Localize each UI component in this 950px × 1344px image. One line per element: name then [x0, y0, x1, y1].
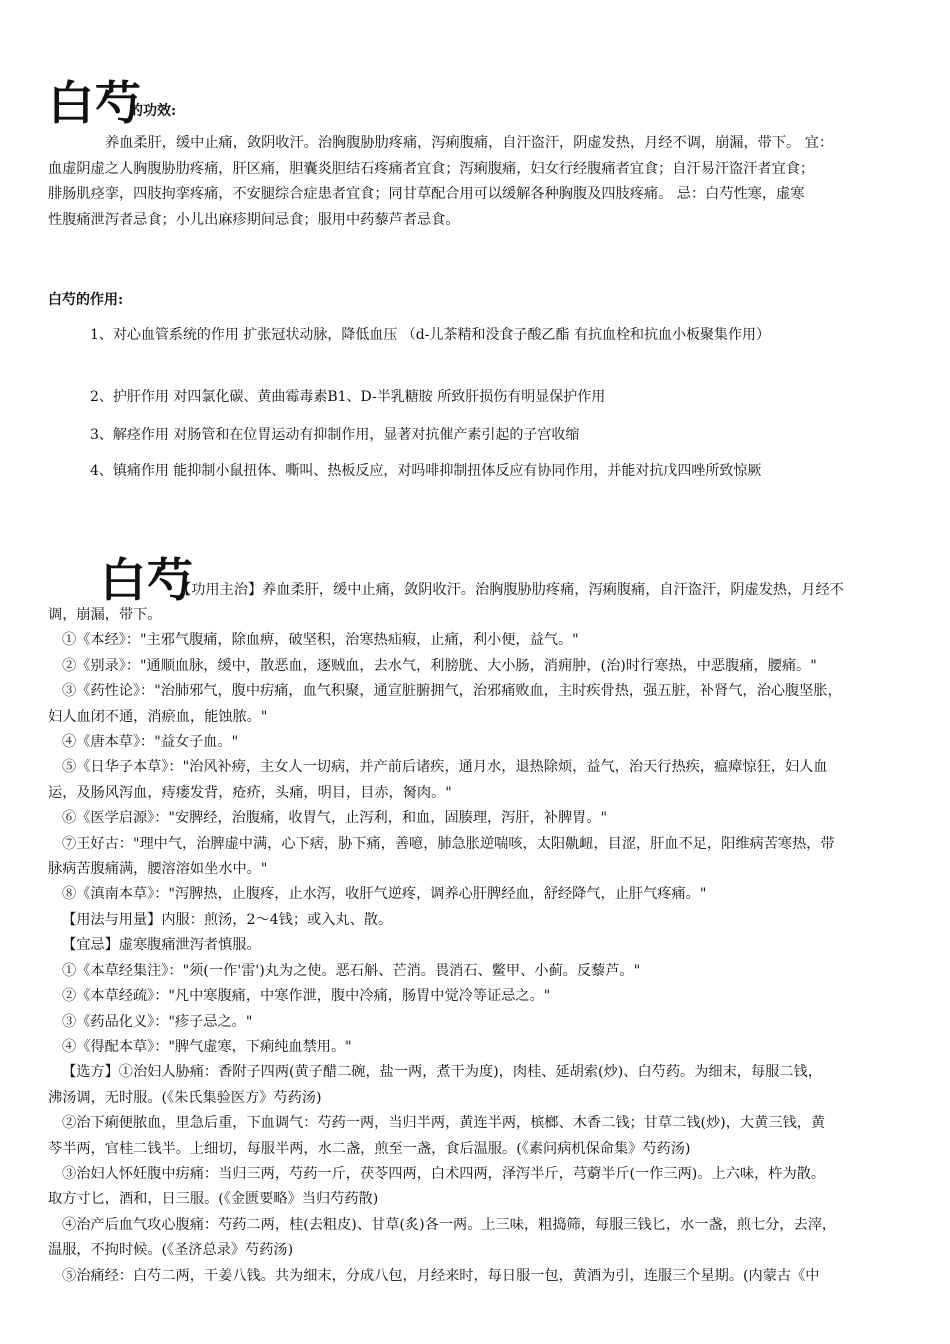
section3-line: 运，及肠风泻血，痔瘘发背，疮疥，头痛，明目，目赤，胬肉。" [48, 784, 452, 801]
section1-title: 白芍 [48, 76, 142, 130]
section3-line: 温服，不拘时候。(《圣济总录》芍药汤) [48, 1242, 294, 1259]
section3-line: 妇人血闭不通，消瘀血，能蚀脓。" [48, 708, 268, 725]
section3-line: ⑧《滇南本草》："泻脾热，止腹疼，止水泻，收肝气逆疼，调养心肝脾经血，舒经降气，止肝气疼痛。" [62, 886, 707, 903]
section3-line: ④《得配本草》："脾气虚寒，下痢纯血禁用。" [62, 1038, 352, 1055]
section3-first-line: 【功用主治】养血柔肝，缓中止痛，敛阴收汗。治胸腹胁肋疼痛，泻痢腹痛，自汗盗汗，阴虚发热，月经不 [177, 582, 844, 598]
section1-line: 腓肠肌痉挛，四肢拘挛疼痛，不安腿综合症患者宜食；同甘草配合用可以缓解各种胸腹及四肢疼痛。 忌：白芍性寒，虚寒 [48, 186, 805, 202]
section1-body [48, 131, 918, 233]
section3-line: ②《本草经疏》："凡中寒腹痛，中寒作泄，腹中冷痛，肠胃中觉冷等证忌之。" [62, 988, 551, 1005]
section3-line: ①《本草经集注》："须(一作'雷')丸为之使。恶石斛、芒消。畏消石、鳖甲、小蓟。反藜芦。" [62, 962, 641, 979]
section3-line: ③治妇人怀妊腹中疠痛：当归三两，芍药一斤，茯苓四两，白术四两，泽泻半斤，芎藭半斤(一作三两)。上六味，杵为散。 [62, 1165, 826, 1182]
section3-line: ⑤治痛经：白芍二两，干姜八钱。共为细末，分成八包，月经来时，每日服一包，黄酒为引，连服三个星期。(内蒙古《中 [62, 1267, 820, 1284]
section1-line: 性腹痛泄泻者忌食；小儿出麻疹期间忌食；服用中药藜芦者忌食。 [48, 211, 460, 228]
section3-line: ②《别录》："通顺血脉，缓中，散恶血，逐贼血，去水气，利膀胱、大小肠，消痈肿，(治)时行寒热，中恶腹痛，腰痛。" [62, 657, 817, 674]
section3-line: 【宜忌】虚寒腹痛泄泻者慎服。 [62, 937, 261, 954]
section1-title-suffix: 的功效: [129, 103, 177, 119]
section3-line: ④《唐本草》："益女子血。" [62, 734, 239, 751]
section3-line: 【用法与用量】内服：煎汤，2～4钱；或入丸、散。 [62, 911, 393, 928]
section3-line: ①《本经》："主邪气腹痛，除血痹，破坚积，治寒热疝瘕，止痛，利小便，益气。" [62, 632, 579, 649]
section3-title: 白芍 [100, 553, 194, 607]
section3-line: ②治下痢便脓血，里急后重，下血调气：芍药一两，当归半两，黄连半两，槟榔、木香二钱；甘草二钱(炒)，大黄三钱，黄 [62, 1115, 826, 1132]
section3-line: 芩半两，官桂二钱半。上细切，每服半两，水二盏，煎至一盏，食后温服。(《素问病机保命集》芍药汤) [48, 1140, 691, 1157]
section3-line: 取方寸匕，酒和，日三服。(《金匮要略》当归芍药散) [48, 1191, 379, 1208]
section3-line: 沸汤调，无时服。(《朱氏集验医方》芍药汤) [48, 1089, 322, 1106]
section3-line: 【选方】①治妇人胁痛：香附子四两(黄子醋二碗，盐一两，煮干为度)，肉桂、延胡索(炒)、白芍药。为细末，每服二钱， [62, 1064, 822, 1081]
section3-line: ③《药品化义》："疹子忌之。" [62, 1013, 253, 1030]
section1-line: 养血柔肝，缓中止痛，敛阴收汗。治胸腹胁肋疼痛，泻痢腹痛，自汗盗汗，阴虚发热，月经不调，崩漏，带下。 宜： [105, 135, 834, 151]
section3-line: 调，崩漏，带下。 [48, 607, 162, 623]
section3-line: 脉病苦腹痛满，腰溶溶如坐水中。" [48, 861, 268, 878]
section2-item: 4、镇痛作用 能抑制小鼠扭体、嘶叫、热板反应，对吗啡抑制扭体反应有协同作用，并能对抗戊四唑所致惊厥 [90, 463, 762, 479]
section3-line: ⑦王好古："理中气，治脾虚中满，心下痞，胁下痛，善噫，肺急胀逆喘咳，太阳鼽衄，目涩，肝血不足，阳维病苦寒热，带 [62, 835, 835, 852]
section2-heading: 白芍的作用: [48, 292, 124, 308]
section3-line: ⑤《日华子本草》："治风补痨，主女人一切病，并产前后诸疾，通月水，退热除烦，益气，治天行热疾，瘟瘴惊狂，妇人血 [62, 759, 828, 776]
section3-line: ③《药性论》："治肺邪气，腹中疠痛，血气积聚，通宣脏腑拥气，治邪痛败血，主时疾骨热，强五脏，补肾气，治心腹坚胀， [62, 683, 842, 700]
section3-line: ⑥《医学启源》："安脾经，治腹痛，收胃气，止泻利，和血，固腠理，泻肝，补脾胃。" [62, 810, 608, 827]
section2-item: 3、解痉作用 对肠管和在位胃运动有抑制作用，显著对抗催产素引起的子宫收缩 [90, 427, 580, 443]
section1-line: 血虚阴虚之人胸腹胁肋疼痛，肝区痛，胆囊炎胆结石疼痛者宜食；泻痢腹痛，妇女行经腹痛者宜食；自汗易汗盗汗者宜食； [48, 160, 815, 177]
section2-item: 1、对心血管系统的作用 扩张冠状动脉，降低血压 （d-儿茶精和没食子酸乙酯 有抗血栓和抗血小板聚集作用） [90, 327, 770, 343]
section2-item: 2、护肝作用 对四氯化碳、黄曲霉毒素B1、D-半乳糖胺 所致肝损伤有明显保护作用 [90, 389, 606, 405]
section3-line: ④治产后血气攻心腹痛：芍药二两，桂(去粗皮)、甘草(炙)各一两。上三味，粗捣筛，每服三钱匕，水一盏，煎七分，去滓， [62, 1216, 837, 1233]
section3-body [48, 603, 918, 1289]
